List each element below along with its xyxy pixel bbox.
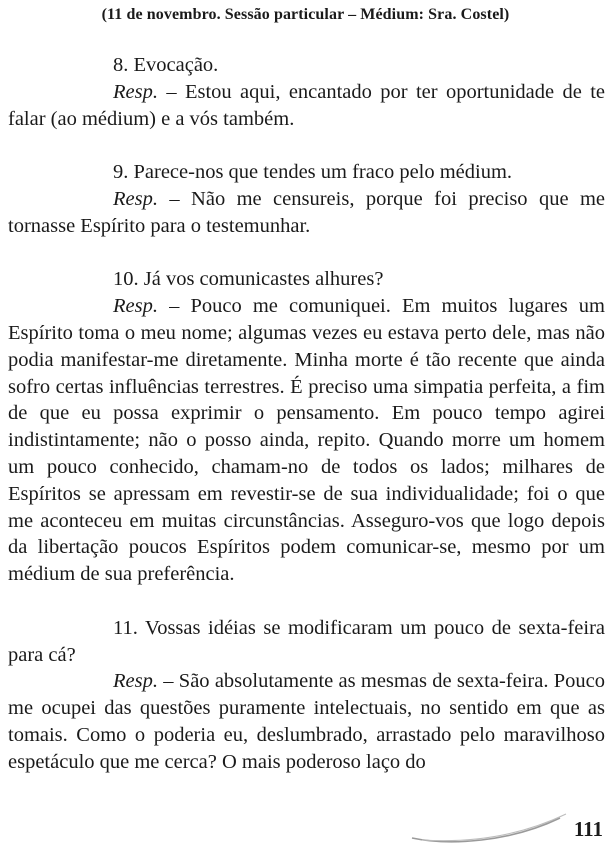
question-9: 9. Parece-nos que tendes um fraco pelo médium. [113,161,513,184]
footer-swash-ornament [410,812,570,846]
qa-item-10 [8,266,605,588]
answer-10 [8,293,605,588]
answer-8 [8,79,605,133]
qa-item-11 [8,615,605,776]
question-10: 10. Já vos comunicastes alhures? [113,268,384,291]
body-text [8,52,605,802]
answer-text: – Não me censureis, porque foi preciso que me tornasse Espírito para o testemunhar. [8,187,605,237]
answer-11 [8,668,605,775]
page-header: (11 de novembro. Sessão particular – Médium: Sra. Costel) [101,6,510,23]
answer-text: – Estou aqui, encantado por ter oportunidade de te falar (ao médium) e a vós também. [8,80,605,130]
answer-text: – Pouco me comuniquei. Em muitos lugares um Espírito toma o meu nome; algumas vezes eu estava perto dele, mas não podia manifestar-me diretamente. Minha morte é tão recente que ainda sofro certas influências terrestres. É preciso uma simpatia perfeita, a fim de que eu possa exprimir o pensamento. Em pouco tempo agirei indistintamente; não o posso ainda, repito. Quando morre um homem um pouco conhecido, chamam-no de todos os lados; milhares de Espíritos se apressam em revestir-se de sua individualidade; foi o que me aconteceu em muitas circunstâncias. Asseguro-vos que logo depois da libertação poucos Espíritos podem comunicar-se, mesmo por um médium de sua preferência. [8,295,605,586]
answer-9 [8,186,605,240]
resp-label: Resp. [113,670,158,693]
question-8: 8. Evocação. [113,54,219,76]
answer-text: – São absolutamente as mesmas de sexta-feira. Pouco me ocupei das questões puramente intelectuais, no sentido em que as tomais. Como o poderia eu, deslumbrado, arrastado pelo maravilhoso espetáculo que me cerca? O mais poderoso laço do [8,670,605,773]
resp-label: Resp. [113,80,158,103]
question-11: 11. Vossas idéias se modificaram um pouco de sexta-feira para cá? [8,616,605,666]
resp-label: Resp. [113,187,158,210]
qa-item-9 [8,159,605,239]
page-number: 111 [573,817,603,841]
qa-item-8 [8,52,605,132]
resp-label: Resp. [113,295,158,318]
